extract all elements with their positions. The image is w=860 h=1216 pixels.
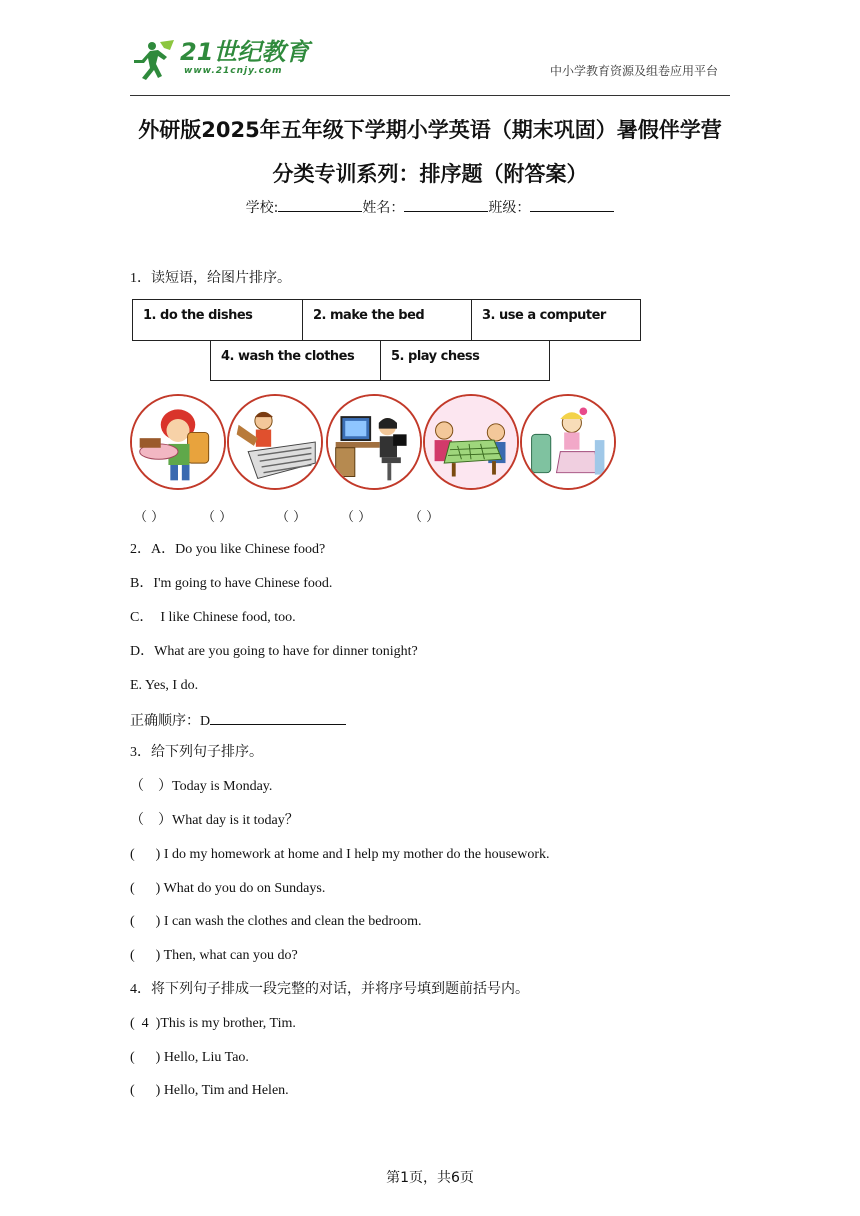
- student-info-line: [0, 197, 860, 217]
- girl-making-bed-picture: [520, 394, 616, 490]
- q2-line-b: B．I'm going to have Chinese food.: [130, 576, 333, 591]
- q3-line-4: ( ) What do you do on Sundays.: [130, 881, 326, 896]
- logo-url: www.21cnjy.com: [184, 66, 283, 76]
- q3-line-2: （ ）What day is it today？: [130, 813, 299, 828]
- q3-line-1: （ ）Today is Monday.: [130, 779, 273, 794]
- q1-answer-4[interactable]: （ ）: [341, 510, 372, 525]
- q2-line-d: D．What are you going to have for dinner tonight?: [130, 644, 418, 659]
- q2-line-a: 2．A．Do you like Chinese food?: [130, 542, 326, 557]
- page-header: [130, 36, 730, 96]
- q1-answer-5[interactable]: （ ）: [409, 510, 440, 525]
- page-footer: 第1页，共6页: [386, 1170, 474, 1186]
- class-blank[interactable]: [530, 198, 614, 212]
- phrase-cell-3: 3. use a computer: [471, 299, 641, 341]
- name-blank[interactable]: [404, 198, 488, 212]
- q1-answer-2[interactable]: （ ）: [202, 510, 233, 525]
- q4-stem: 4．将下列句子排成一段完整的对话，并将序号填到题前括号内。: [130, 982, 529, 997]
- q2-order-blank[interactable]: [210, 711, 346, 725]
- phrase-cell-2: 2. make the bed: [302, 299, 472, 341]
- school-label: 学校:: [245, 200, 279, 216]
- boy-doing-dishes-picture: [130, 394, 226, 490]
- q3-stem: 3．给下列句子排序。: [130, 745, 263, 760]
- girl-washing-clothes-picture: [227, 394, 323, 490]
- class-label: 班级：: [488, 200, 531, 216]
- phrase-cell-5: 5. play chess: [380, 340, 550, 381]
- phrase-cell-1: 1. do the dishes: [132, 299, 303, 341]
- q1-pictures: [130, 394, 630, 490]
- q4-line-3: ( ) Hello, Tim and Helen.: [130, 1083, 289, 1098]
- running-man-logo-icon: [130, 38, 178, 82]
- page-title-line2: 分类专训系列：排序题（附答案）: [272, 162, 588, 186]
- q3-line-5: ( ) I can wash the clothes and clean the bedroom.: [130, 914, 422, 929]
- q1-stem: 1．读短语，给图片排序。: [130, 271, 291, 286]
- person-using-computer-picture: [326, 394, 422, 490]
- q1-answer-1[interactable]: （ ）: [134, 510, 165, 525]
- q2-line-e: E. Yes, I do.: [130, 678, 199, 693]
- q4-line-2: ( ) Hello, Liu Tao.: [130, 1050, 249, 1065]
- q3-line-3: ( ) I do my homework at home and I help my mother do the housework.: [130, 847, 550, 862]
- logo-title: 21世纪教育: [180, 38, 310, 66]
- kids-playing-chess-picture: [423, 394, 519, 490]
- q3-line-6: ( ) Then, what can you do?: [130, 948, 298, 963]
- page-title-line1: 外研版2025年五年级下学期小学英语（期末巩固）暑假伴学营: [138, 118, 722, 142]
- header-platform-text: 中小学教育资源及组卷应用平台: [549, 64, 718, 78]
- q1-answer-3[interactable]: （ ）: [276, 510, 307, 525]
- q2-order: [130, 711, 346, 731]
- logo: [130, 38, 309, 82]
- q2-order-label: 正确顺序：D: [130, 714, 211, 729]
- q2-line-c: C． I like Chinese food, too.: [130, 610, 296, 625]
- school-blank[interactable]: [278, 198, 362, 212]
- name-label: 姓名：: [362, 200, 405, 216]
- phrase-cell-4: 4. wash the clothes: [210, 340, 381, 381]
- q4-line-1: ( 4 )This is my brother, Tim.: [130, 1016, 296, 1031]
